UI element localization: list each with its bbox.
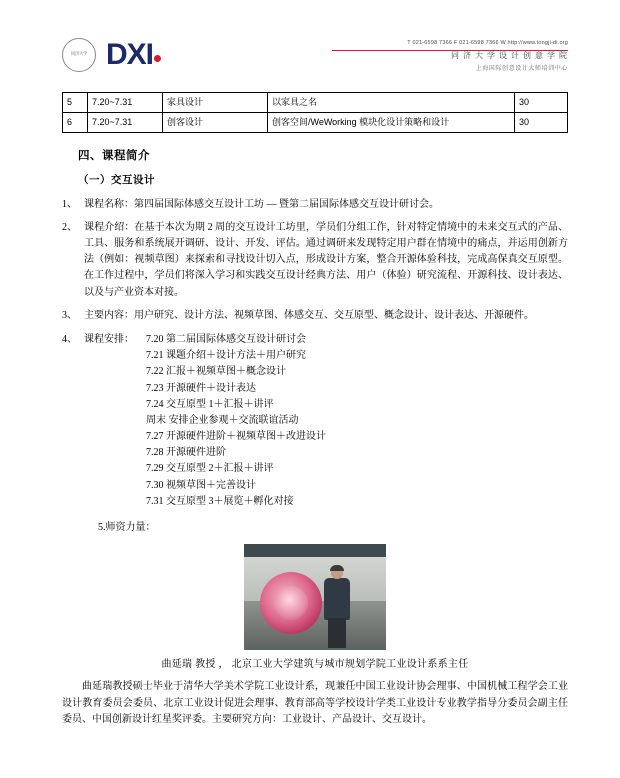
- schedule-line: 7.31 交互原型 3＋展览＋孵化对接: [146, 495, 294, 507]
- section-title: 四、课程简介: [78, 150, 150, 162]
- list-item: [62, 308, 568, 324]
- row-detail: 创客空间/WeWorking 模块化设计策略和设计: [268, 113, 515, 133]
- schedule-line: 7.28 开源硬件进阶: [146, 447, 226, 459]
- list-item-marker: 1、: [62, 198, 77, 210]
- photo-person-legs: [328, 618, 346, 648]
- logo-dot-icon: [154, 55, 161, 62]
- schedule-line: 7.30 视频草图＋完善设计: [146, 479, 256, 491]
- schedule-line: 7.22 汇报＋视频草图＋概念设计: [146, 366, 286, 378]
- schedule-first-line: 7.20 第二届国际体感交互设计研讨会: [146, 333, 306, 345]
- photo-inner-circle-graphic: [274, 586, 308, 620]
- faculty-heading: 5.师资力量：: [98, 522, 156, 533]
- schedule-table: [62, 92, 568, 133]
- schedule-line: 周末 安排企业参观＋交流联谊活动: [146, 414, 299, 426]
- row-hours: 30: [515, 93, 568, 113]
- faculty-bio: 曲延瑞教授硕士毕业于清华大学美术学院工业设计系，现兼任中国工业设计协会理事、中国机械工程学会工业设计教育委员会委员、北京工业设计促进会理事、教育部高等学校设计学类工业设计专业教学指导分委员会副主任委员、中国创新设计红星奖评委。主要研究方向：工业设计、产品设计、交互设计。: [62, 681, 568, 725]
- document-body: [62, 147, 568, 728]
- photo-top-band: [244, 544, 386, 557]
- schedule-table-wrapper: [62, 92, 568, 133]
- schedule-label: 课程安排：: [84, 333, 134, 345]
- faculty-name-line: 曲延瑞 教授 ， 北京工业大学建筑与城市规划学院工业设计系系主任: [161, 659, 469, 671]
- row-number: 5: [63, 93, 88, 113]
- schedule-line: 7.27 开源硬件进阶＋视频草图＋改进设计: [146, 431, 326, 443]
- list-item-text: 主要内容：用户研究、设计方法、视频草图、体感交互、交互原型、概念设计、设计表达、开源硬件。: [84, 309, 534, 321]
- photo-person-body: [324, 578, 350, 620]
- list-item-marker: 3、: [62, 309, 77, 321]
- dxi-logo-text: DXI: [106, 38, 154, 71]
- schedule-body: [84, 332, 568, 510]
- row-number: 6: [63, 113, 88, 133]
- row-detail: 以家具之名: [268, 93, 515, 113]
- course-schedule-block: [62, 332, 568, 510]
- schedule-first-row: [84, 332, 568, 348]
- organization-name: 同 济 大 学 设 计 创 意 学 院: [451, 51, 568, 60]
- document-page: [0, 38, 620, 778]
- row-hours: 30: [515, 113, 568, 133]
- schedule-line: 7.24 交互原型 1＋汇报＋讲评: [146, 398, 274, 410]
- list-item-text: 课程介绍：在基于本次为期 2 周的交互设计工坊里，学员们分组工作，针对特定情境中的未来交互式的产品、工具、服务和系统展开调研、设计、开发、评估。通过调研来发现特定用户群在情境中的痛点，并运用创新方法（例如：视频草图）来探索和寻找设计切入点，形成设计方案，整合开源体验科技，完成高保真交互原型。在工作过程中，学员们将深入学习和实践交互设计经典方法、用户（体验）研究流程、开源科技、设计表达、以及与产业资本对接。: [84, 221, 568, 298]
- photo-person: [322, 566, 352, 646]
- list-item: [62, 197, 568, 213]
- schedule-line: 7.23 开源硬件＋设计表达: [146, 382, 256, 394]
- dxi-logo: [104, 40, 161, 70]
- university-seal-icon: [62, 38, 96, 72]
- schedule-marker: 4、: [62, 333, 77, 345]
- seal-text: 同济大学: [70, 52, 88, 58]
- photo-person-hair: [330, 565, 344, 571]
- document-header: [0, 38, 620, 90]
- faculty-photo-wrapper: [62, 544, 568, 650]
- section-subtitle: （一）交互设计: [78, 174, 155, 186]
- contact-info: T 021-6598 7366 F 021-6598 7366 W http://www.tongji-di.org: [407, 40, 568, 46]
- schedule-line: 7.29 交互原型 2＋汇报＋讲评: [146, 463, 274, 475]
- table-row: [63, 93, 568, 113]
- organization-subtitle: 上海国际创意设计大师培训中心: [475, 66, 568, 72]
- header-logo-group: [62, 38, 161, 72]
- list-item-marker: 2、: [62, 221, 77, 233]
- row-date: 7.20~7.31: [88, 93, 163, 113]
- row-topic: 家具设计: [163, 93, 268, 113]
- schedule-line: 7.21 课题介绍＋设计方法＋用户研究: [146, 350, 306, 362]
- list-item: [62, 220, 568, 301]
- header-contact-group: [407, 38, 568, 72]
- faculty-photo: [244, 544, 386, 650]
- table-row: [63, 113, 568, 133]
- list-item-text: 课程名称：第四届国际体感交互设计工坊 — 暨第二届国际体感交互设计研讨会。: [84, 198, 439, 210]
- row-topic: 创客设计: [163, 113, 268, 133]
- row-date: 7.20~7.31: [88, 113, 163, 133]
- header-divider: [332, 50, 568, 51]
